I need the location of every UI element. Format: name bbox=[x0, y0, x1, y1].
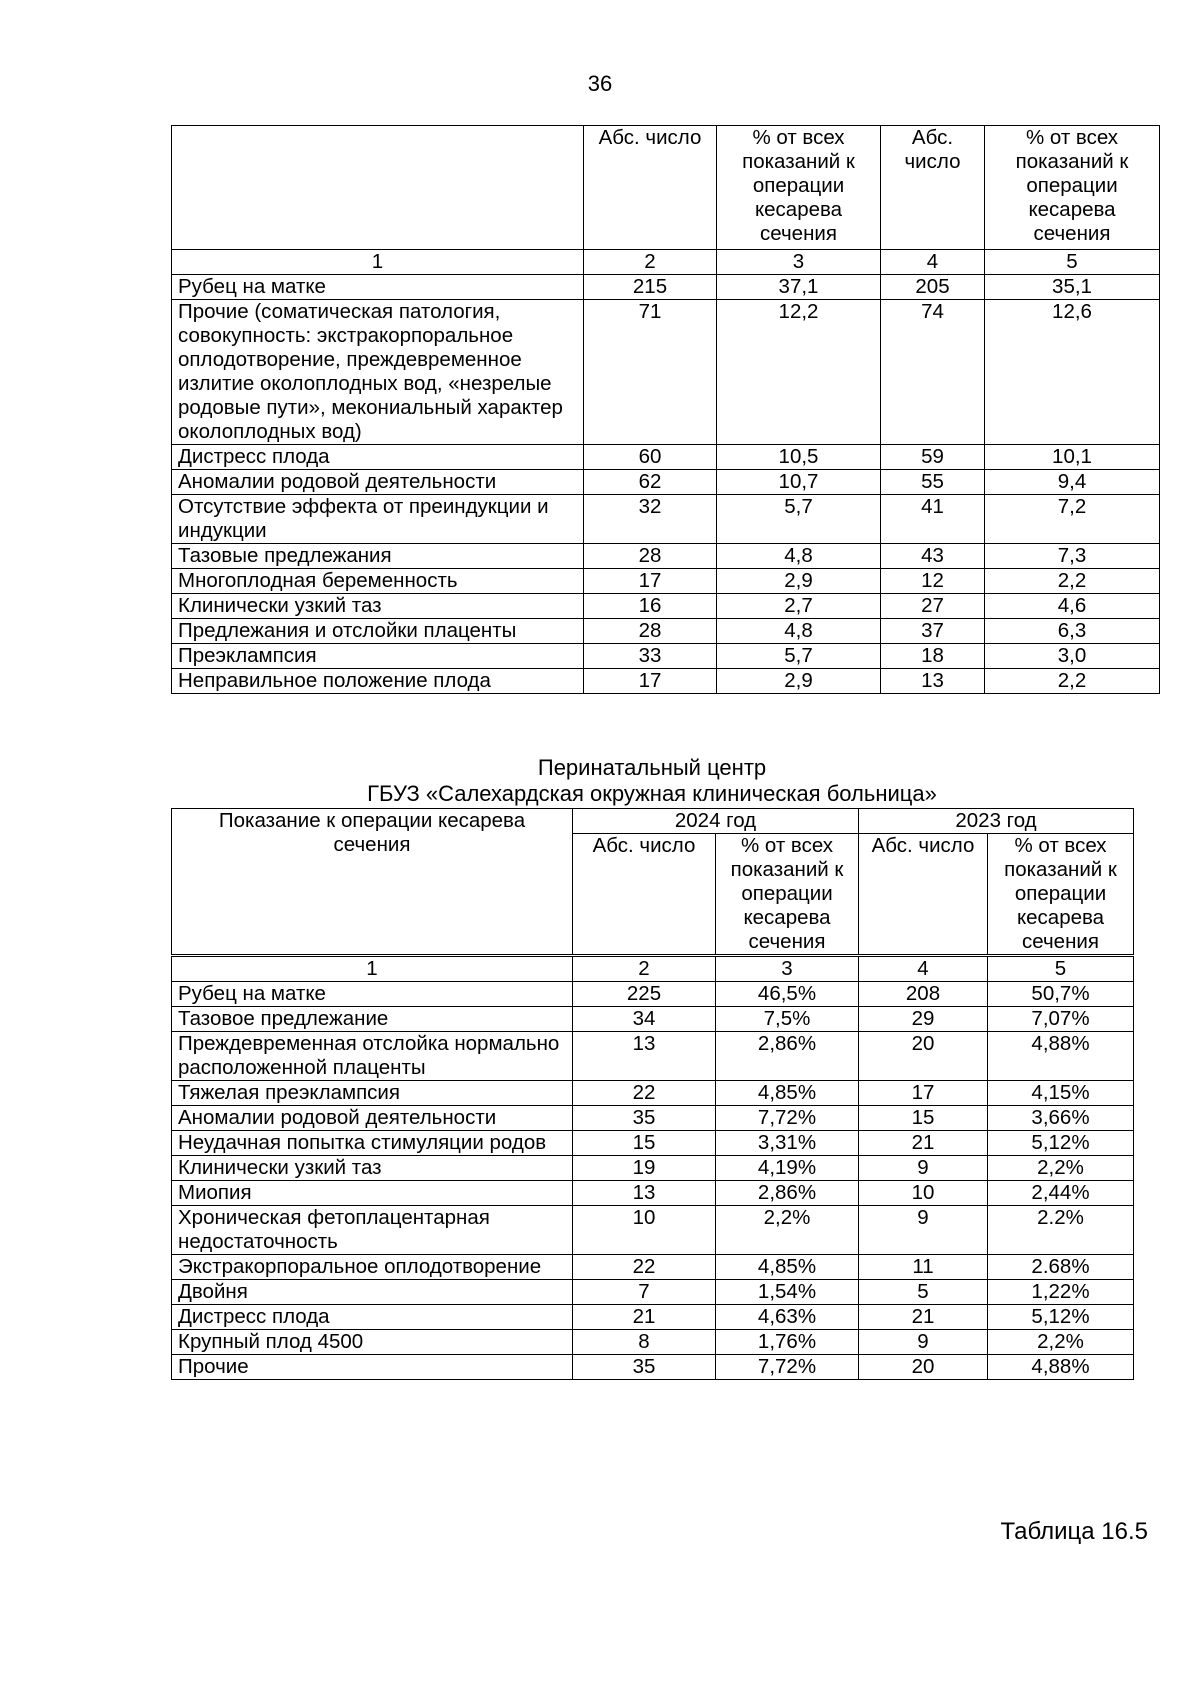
number-cell: 2 bbox=[584, 250, 717, 275]
row-value-cell: 4,19% bbox=[716, 1156, 859, 1181]
row-value-cell: 8 bbox=[573, 1330, 716, 1355]
row-value-cell: 27 bbox=[881, 594, 985, 619]
row-value-cell: 28 bbox=[584, 544, 717, 569]
row-value-cell: 4,8 bbox=[717, 544, 881, 569]
row-value-cell: 32 bbox=[584, 495, 717, 544]
row-label-cell: Тяжелая преэклампсия bbox=[172, 1081, 573, 1106]
row-value-cell: 55 bbox=[881, 470, 985, 495]
row-value-cell: 13 bbox=[573, 1032, 716, 1081]
row-value-cell: 2,9 bbox=[717, 569, 881, 594]
row-value-cell: 17 bbox=[584, 569, 717, 594]
row-value-cell: 21 bbox=[859, 1131, 988, 1156]
row-label-cell: Миопия bbox=[172, 1181, 573, 1206]
table-header-row bbox=[172, 809, 1134, 834]
row-value-cell: 35 bbox=[573, 1106, 716, 1131]
row-value-cell: 1,22% bbox=[988, 1280, 1134, 1305]
numbering-row bbox=[172, 250, 1160, 275]
number-cell: 5 bbox=[988, 956, 1134, 982]
row-value-cell: 7 bbox=[573, 1280, 716, 1305]
row-value-cell: 2,2% bbox=[988, 1330, 1134, 1355]
table-row bbox=[172, 1280, 1134, 1305]
header-cell: % от всех показаний к операции кесарева сечения bbox=[985, 126, 1160, 250]
row-value-cell: 2,44% bbox=[988, 1181, 1134, 1206]
caption-line-2: ГБУЗ «Салехардская окружная клиническая больница» bbox=[367, 781, 937, 806]
number-cell: 1 bbox=[172, 250, 584, 275]
row-value-cell: 4,6 bbox=[985, 594, 1160, 619]
table-row bbox=[172, 594, 1160, 619]
row-value-cell: 3,66% bbox=[988, 1106, 1134, 1131]
row-value-cell: 7,07% bbox=[988, 1007, 1134, 1032]
subheader-pct: % от всех показаний к операции кесарева сечения bbox=[988, 834, 1134, 956]
row-value-cell: 5 bbox=[859, 1280, 988, 1305]
row-value-cell: 10,1 bbox=[985, 445, 1160, 470]
row-label-cell: Хроническая фетоплацентарная недостаточность bbox=[172, 1206, 573, 1255]
row-value-cell: 7,3 bbox=[985, 544, 1160, 569]
row-value-cell: 21 bbox=[573, 1305, 716, 1330]
header-cell: Абс. число bbox=[881, 126, 985, 250]
table-row bbox=[172, 1305, 1134, 1330]
table-row bbox=[172, 275, 1160, 300]
row-value-cell: 13 bbox=[881, 669, 985, 694]
row-value-cell: 74 bbox=[881, 300, 985, 445]
row-label-cell: Крупный плод 4500 bbox=[172, 1330, 573, 1355]
row-label-cell: Прочие bbox=[172, 1355, 573, 1380]
row-value-cell: 35,1 bbox=[985, 275, 1160, 300]
row-value-cell: 20 bbox=[859, 1355, 988, 1380]
table-row bbox=[172, 1255, 1134, 1280]
table-label: Таблица 16.5 bbox=[1000, 1518, 1148, 1545]
row-value-cell: 9 bbox=[859, 1156, 988, 1181]
row-value-cell: 7,5% bbox=[716, 1007, 859, 1032]
row-label-cell: Прочие (соматическая патология, совокупность: экстракорпоральное оплодотворение, преждевременное излитие околоплодных вод, «незрелые родовые пути», мекониальный характер околоплодных вод) bbox=[172, 300, 584, 445]
header-year-2024: 2024 год bbox=[573, 809, 859, 834]
row-value-cell: 4,85% bbox=[716, 1255, 859, 1280]
table-row bbox=[172, 470, 1160, 495]
row-value-cell: 34 bbox=[573, 1007, 716, 1032]
row-value-cell: 2,2% bbox=[988, 1156, 1134, 1181]
table-row bbox=[172, 1081, 1134, 1106]
row-value-cell: 9 bbox=[859, 1206, 988, 1255]
row-value-cell: 2,2 bbox=[985, 569, 1160, 594]
row-value-cell: 13 bbox=[573, 1181, 716, 1206]
row-value-cell: 37 bbox=[881, 619, 985, 644]
row-value-cell: 7,2 bbox=[985, 495, 1160, 544]
header-cell: Абс. число bbox=[584, 126, 717, 250]
row-value-cell: 46,5% bbox=[716, 982, 859, 1007]
row-label-cell: Отсутствие эффекта от преиндукции и индукции bbox=[172, 495, 584, 544]
row-value-cell: 12 bbox=[881, 569, 985, 594]
row-value-cell: 9 bbox=[859, 1330, 988, 1355]
page-number: 36 bbox=[587, 71, 613, 96]
row-value-cell: 60 bbox=[584, 445, 717, 470]
row-value-cell: 2,2 bbox=[985, 669, 1160, 694]
row-value-cell: 205 bbox=[881, 275, 985, 300]
row-value-cell: 6,3 bbox=[985, 619, 1160, 644]
table-row bbox=[172, 1206, 1134, 1255]
row-value-cell: 10 bbox=[573, 1206, 716, 1255]
number-cell: 3 bbox=[717, 250, 881, 275]
row-label-cell: Дистресс плода bbox=[172, 445, 584, 470]
row-label-cell: Аномалии родовой деятельности bbox=[172, 1106, 573, 1131]
row-value-cell: 4,8 bbox=[717, 619, 881, 644]
row-value-cell: 2.68% bbox=[988, 1255, 1134, 1280]
table-row bbox=[172, 569, 1160, 594]
row-value-cell: 5,7 bbox=[717, 644, 881, 669]
row-value-cell: 43 bbox=[881, 544, 985, 569]
row-label-cell: Предлежания и отслойки плаценты bbox=[172, 619, 584, 644]
table-row bbox=[172, 644, 1160, 669]
row-value-cell: 2,9 bbox=[717, 669, 881, 694]
header-year-2023: 2023 год bbox=[859, 809, 1134, 834]
row-value-cell: 208 bbox=[859, 982, 988, 1007]
row-value-cell: 2,2% bbox=[716, 1206, 859, 1255]
row-value-cell: 4,15% bbox=[988, 1081, 1134, 1106]
row-value-cell: 12,2 bbox=[717, 300, 881, 445]
row-value-cell: 215 bbox=[584, 275, 717, 300]
table-row bbox=[172, 1131, 1134, 1156]
number-cell: 4 bbox=[881, 250, 985, 275]
row-value-cell: 10,7 bbox=[717, 470, 881, 495]
row-value-cell: 10,5 bbox=[717, 445, 881, 470]
table-row bbox=[172, 300, 1160, 445]
row-value-cell: 28 bbox=[584, 619, 717, 644]
row-label-cell: Рубец на матке bbox=[172, 982, 573, 1007]
row-value-cell: 11 bbox=[859, 1255, 988, 1280]
table1-body bbox=[172, 275, 1160, 694]
row-value-cell: 37,1 bbox=[717, 275, 881, 300]
row-label-cell: Аномалии родовой деятельности bbox=[172, 470, 584, 495]
row-label-cell: Экстракорпоральное оплодотворение bbox=[172, 1255, 573, 1280]
number-cell: 4 bbox=[859, 956, 988, 982]
table-header-row bbox=[172, 126, 1160, 250]
number-cell: 2 bbox=[573, 956, 716, 982]
row-value-cell: 3,0 bbox=[985, 644, 1160, 669]
row-value-cell: 41 bbox=[881, 495, 985, 544]
table-row bbox=[172, 1106, 1134, 1131]
row-value-cell: 50,7% bbox=[988, 982, 1134, 1007]
table-cesarean-indications-2 bbox=[171, 808, 1134, 1380]
row-label-cell: Клинически узкий таз bbox=[172, 594, 584, 619]
table-row bbox=[172, 982, 1134, 1007]
caption-line-1: Перинатальный центр bbox=[537, 755, 767, 780]
row-value-cell: 2.2% bbox=[988, 1206, 1134, 1255]
row-value-cell: 225 bbox=[573, 982, 716, 1007]
table-row bbox=[172, 619, 1160, 644]
row-value-cell: 35 bbox=[573, 1355, 716, 1380]
row-label-cell: Тазовые предлежания bbox=[172, 544, 584, 569]
row-value-cell: 59 bbox=[881, 445, 985, 470]
row-value-cell: 9,4 bbox=[985, 470, 1160, 495]
row-value-cell: 15 bbox=[859, 1106, 988, 1131]
table-row bbox=[172, 1181, 1134, 1206]
row-value-cell: 20 bbox=[859, 1032, 988, 1081]
row-value-cell: 3,31% bbox=[716, 1131, 859, 1156]
table-cesarean-indications-1 bbox=[171, 125, 1160, 694]
table-row bbox=[172, 1156, 1134, 1181]
row-value-cell: 17 bbox=[859, 1081, 988, 1106]
row-value-cell: 22 bbox=[573, 1081, 716, 1106]
table-row bbox=[172, 1032, 1134, 1081]
row-value-cell: 71 bbox=[584, 300, 717, 445]
table-row bbox=[172, 1355, 1134, 1380]
number-cell: 1 bbox=[172, 956, 573, 982]
row-value-cell: 4,63% bbox=[716, 1305, 859, 1330]
row-value-cell: 16 bbox=[584, 594, 717, 619]
row-value-cell: 4,88% bbox=[988, 1355, 1134, 1380]
row-label-cell: Рубец на матке bbox=[172, 275, 584, 300]
subheader-abs: Абс. число bbox=[573, 834, 716, 956]
row-label-cell: Дистресс плода bbox=[172, 1305, 573, 1330]
row-value-cell: 21 bbox=[859, 1305, 988, 1330]
row-label-cell: Многоплодная беременность bbox=[172, 569, 584, 594]
row-value-cell: 12,6 bbox=[985, 300, 1160, 445]
row-value-cell: 7,72% bbox=[716, 1106, 859, 1131]
row-value-cell: 4,88% bbox=[988, 1032, 1134, 1081]
row-value-cell: 62 bbox=[584, 470, 717, 495]
row-label-cell: Преждевременная отслойка нормально расположенной плаценты bbox=[172, 1032, 573, 1081]
number-cell: 3 bbox=[716, 956, 859, 982]
row-label-cell: Тазовое предлежание bbox=[172, 1007, 573, 1032]
table2-body bbox=[172, 982, 1134, 1380]
table-row bbox=[172, 669, 1160, 694]
table-row bbox=[172, 445, 1160, 470]
row-value-cell: 19 bbox=[573, 1156, 716, 1181]
row-label-cell: Неудачная попытка стимуляции родов bbox=[172, 1131, 573, 1156]
row-value-cell: 29 bbox=[859, 1007, 988, 1032]
numbering-row bbox=[172, 956, 1134, 982]
row-value-cell: 22 bbox=[573, 1255, 716, 1280]
table-row bbox=[172, 1330, 1134, 1355]
row-value-cell: 7,72% bbox=[716, 1355, 859, 1380]
row-value-cell: 5,12% bbox=[988, 1131, 1134, 1156]
row-value-cell: 5,7 bbox=[717, 495, 881, 544]
row-label-cell: Неправильное положение плода bbox=[172, 669, 584, 694]
row-label-cell: Двойня bbox=[172, 1280, 573, 1305]
table-row bbox=[172, 1007, 1134, 1032]
header-cell: % от всех показаний к операции кесарева сечения bbox=[717, 126, 881, 250]
row-label-cell: Преэклампсия bbox=[172, 644, 584, 669]
row-value-cell: 5,12% bbox=[988, 1305, 1134, 1330]
row-value-cell: 17 bbox=[584, 669, 717, 694]
table-row bbox=[172, 544, 1160, 569]
row-value-cell: 2,7 bbox=[717, 594, 881, 619]
header-indication-cell: Показание к операции кесарева сечения bbox=[172, 809, 573, 956]
row-value-cell: 33 bbox=[584, 644, 717, 669]
row-value-cell: 4,85% bbox=[716, 1081, 859, 1106]
row-value-cell: 15 bbox=[573, 1131, 716, 1156]
row-value-cell: 2,86% bbox=[716, 1032, 859, 1081]
number-cell: 5 bbox=[985, 250, 1160, 275]
subheader-abs: Абс. число bbox=[859, 834, 988, 956]
row-value-cell: 2,86% bbox=[716, 1181, 859, 1206]
header-cell bbox=[172, 126, 584, 250]
row-value-cell: 1,54% bbox=[716, 1280, 859, 1305]
row-value-cell: 1,76% bbox=[716, 1330, 859, 1355]
row-value-cell: 10 bbox=[859, 1181, 988, 1206]
table-row bbox=[172, 495, 1160, 544]
subheader-pct: % от всех показаний к операции кесарева сечения bbox=[716, 834, 859, 956]
row-value-cell: 18 bbox=[881, 644, 985, 669]
row-label-cell: Клинически узкий таз bbox=[172, 1156, 573, 1181]
